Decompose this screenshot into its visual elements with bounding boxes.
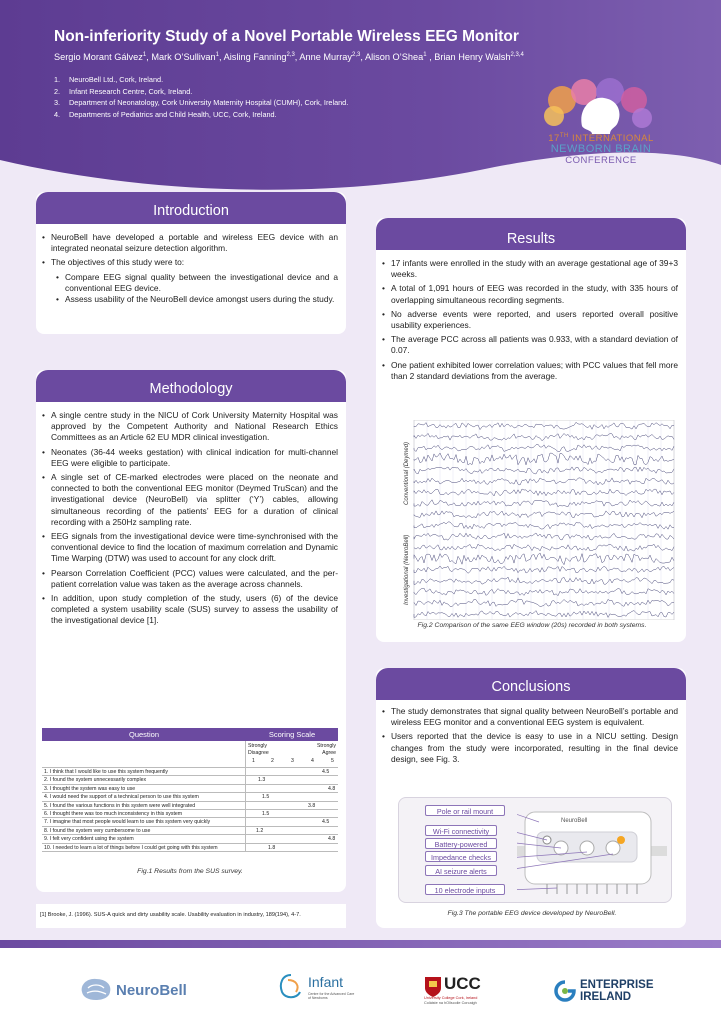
- table-row: [42, 785, 338, 793]
- sus-score: 4.5: [322, 819, 330, 826]
- table-row: [42, 776, 338, 784]
- footer-band: [0, 940, 721, 948]
- list-item: • In addition, upon study completion of the study, users (6) of the device completed a system usability scale (SUS) survey to assess the usability of the investigational device [1].: [42, 593, 338, 627]
- feature-label: 10 electrode inputs: [425, 884, 505, 895]
- list-item: • The objectives of this study were to:: [42, 257, 338, 268]
- author-list: Sergio Morant Gálvez$^1$, Mark O’Sullivan$^1$, Aisling Fanning$^{2,3}$, Anne Murray$^{2,3}$, Alison O’Shea$^1$ , Brian Henry Walsh$^{2,3,4}$: [54, 52, 524, 63]
- table-row: [42, 802, 338, 810]
- ucc-subtitle-ga: Coláiste na hOllscoile Corcaigh: [424, 1001, 477, 1005]
- device-illustration: [517, 808, 667, 894]
- scale-anchors: Strongly Disagree Strongly Agree 1 2 3 4 5: [248, 743, 336, 764]
- table-row: [42, 818, 338, 826]
- list-item: • Neonates (36-44 weeks gestation) with clinical indication for multi-channel EEG were eligible to participate.: [42, 447, 338, 469]
- eeg-label-conventional: Conventional (Deymed): [404, 441, 410, 505]
- list-item: • One patient exhibited lower correlation values; with PCC values that fell more than 2 standard deviations from the average.: [382, 360, 678, 382]
- sus-score: 1.5: [262, 810, 270, 817]
- feature-label: Pole or rail mount: [425, 805, 505, 816]
- infant-subtitle: Centre for the Advanced Care of Newborns: [308, 992, 355, 1000]
- affiliation-list: [54, 74, 348, 120]
- table-row: [42, 810, 338, 818]
- affiliation-item: 3. Department of Neonatology, Cork University Maternity Hospital (CUMH), Cork, Ireland.: [54, 98, 349, 107]
- list-item: • NeuroBell have developed a portable and wireless EEG device with an integrated neonatal seizure detection algorithm.: [42, 232, 338, 254]
- table-row: [42, 844, 338, 852]
- scale-point: 4: [311, 758, 314, 764]
- eeg-comparison-figure: [398, 420, 678, 620]
- list-item: • A total of 1,091 hours of EEG was recorded in the study, with 335 hours of overlapping simultaneous recording segments.: [382, 283, 678, 305]
- scale-point: 2: [271, 758, 274, 764]
- device-caption: Fig.3 The portable EEG device developed by NeuroBell.: [447, 910, 617, 917]
- column-header: Scoring Scale: [246, 728, 338, 741]
- sus-table: [42, 728, 338, 852]
- introduction-heading: Introduction: [36, 192, 346, 224]
- list-item: • 17 infants were enrolled in the study with an average gestational age of 39+3 weeks.: [382, 258, 678, 280]
- infant-logo-icon: [276, 972, 306, 1002]
- device-brand: NeuroBell: [561, 818, 588, 824]
- infant-logo: Infant: [308, 974, 344, 990]
- feature-label: AI seizure alerts: [425, 865, 497, 876]
- sus-score: 1.2: [256, 827, 264, 834]
- results-heading: Results: [376, 218, 686, 250]
- poster-title: Non-inferiority Study of a Novel Portable Wireless EEG Monitor: [54, 28, 519, 45]
- ucc-logo: UCC: [444, 974, 481, 993]
- neurobell-logo: NeuroBell: [116, 982, 187, 999]
- poster-header: [0, 0, 721, 190]
- sus-caption: Fig.1 Results from the SUS survey.: [137, 868, 243, 875]
- affiliation-item: 1. NeuroBell Ltd., Cork, Ireland.: [54, 75, 164, 84]
- feature-label: Wi-Fi connectivity: [425, 825, 497, 836]
- sus-question: 2. I found the system unnecessarily complex: [42, 776, 246, 783]
- ucc-subtitle-en: University College Cork, Ireland: [424, 996, 478, 1000]
- eeg-label-investigational: Investigational (NeuroBell): [404, 534, 410, 605]
- list-item: • No adverse events were reported, and users reported overall positive usability experiences.: [382, 309, 678, 331]
- sus-score: 1.8: [268, 844, 276, 851]
- scale-point: 5: [331, 758, 334, 764]
- conclusions-list: [382, 706, 678, 768]
- conclusions-heading: Conclusions: [376, 668, 686, 700]
- scale-point: 1: [252, 758, 255, 764]
- affiliation-item: 4. Departments of Pediatrics and Child Health, UCC, Cork, Ireland.: [54, 109, 277, 119]
- scale-point: 3: [291, 758, 294, 764]
- neurobell-brain-icon: [78, 976, 114, 1004]
- sus-question: 6. I thought there was too much inconsistency in this system: [42, 810, 246, 817]
- conference-name: 17TH INTERNATIONAL NEWBORN BRAIN CONFERENCE: [548, 133, 654, 167]
- results-list: [382, 258, 678, 385]
- list-item: • A single set of CE-marked electrodes were placed on the neonate and connected to both the conventional EEG monitor (Deymed TruScan) and the investigational device (NeuroBell) via splitter (‘Y’) cables, allowing simultaneous recording of the patients’ EEG for a duration of clinical recording with a 250Hz sampling rate.: [42, 472, 338, 528]
- poster-footer: [0, 940, 721, 1024]
- introduction-list: [42, 232, 338, 308]
- sus-question: 9. I felt very confident using the system: [42, 835, 246, 842]
- sus-question: 1. I think that I would like to use this system frequently: [42, 768, 246, 775]
- enterprise-ireland-logo: ENTERPRISE IRELAND: [580, 979, 654, 1003]
- list-item: • Assess usability of the NeuroBell device amongst users during the study.: [56, 294, 338, 305]
- reference: [1] Brooke, J. (1996). SUS-A quick and dirty usability scale. Usability evaluation in industry, 189(194), 4-7.: [36, 904, 346, 928]
- sus-score: 4.8: [328, 836, 336, 843]
- list-item: • The average PCC across all patients was 0.933, with a standard deviation of 0.07.: [382, 334, 678, 356]
- list-item: • Users reported that the device is easy to use in a NICU setting. Design changes from the study were incorporated, resulting in the final device design, see Fig. 3.: [382, 731, 678, 765]
- table-row: [42, 827, 338, 835]
- methodology-heading: Methodology: [36, 370, 346, 402]
- sus-score: 1.3: [258, 777, 266, 784]
- sus-score: 1.5: [262, 794, 270, 801]
- column-header: Question: [42, 728, 246, 741]
- eeg-caption: Fig.2 Comparison of the same EEG window (20s) recorded in both systems.: [417, 622, 647, 629]
- sus-question: 5. I found the various functions in this system were well integrated: [42, 802, 246, 809]
- list-item: • EEG signals from the investigational device were time-synchronised with the conventional device to find the location of maximum correlation and Dynamic Time Warping (DTW) was used to account for any clock drift.: [42, 531, 338, 565]
- list-item: • The study demonstrates that signal quality between NeuroBell’s portable and wireless EEG monitor and a conventional EEG system is equivalent.: [382, 706, 678, 728]
- sus-score: 4.8: [328, 785, 336, 792]
- sus-question: 4. I would need the support of a technical person to use this system: [42, 793, 246, 800]
- sus-score: 3.8: [308, 802, 316, 809]
- table-row: [42, 835, 338, 843]
- sus-question: 8. I found the system very cumbersome to use: [42, 827, 246, 834]
- sus-question: 10. I needed to learn a lot of things before I could get going with this system: [42, 844, 246, 851]
- list-item: • Pearson Correlation Coefficient (PCC) values were calculated, and the per-patient correlation value was taken as the average across channels.: [42, 568, 338, 590]
- sus-score: 4.5: [322, 769, 330, 775]
- methodology-list: [42, 410, 338, 630]
- sus-question: 3. I thought the system was easy to use: [42, 785, 246, 792]
- sus-question: 7. I imagine that most people would learn to use this system very quickly: [42, 818, 246, 825]
- affiliation-item: 2. Infant Research Centre, Cork, Ireland.: [54, 86, 193, 96]
- list-item: • Compare EEG signal quality between the investigational device and a conventional EEG device.: [56, 272, 338, 294]
- enterprise-ireland-icon: [554, 980, 576, 1002]
- list-item: • A single centre study in the NICU of Cork University Maternity Hospital was approved by the Competent Authority and National Research Ethics Committees as an Article 62 EU MDR clinical investigation.: [42, 410, 338, 444]
- table-row: [42, 768, 338, 776]
- table-row: [42, 793, 338, 801]
- device-figure: [398, 797, 672, 903]
- ucc-crest-icon: [424, 976, 442, 998]
- feature-label: Battery-powered: [425, 838, 497, 849]
- feature-label: Impedance checks: [425, 851, 497, 862]
